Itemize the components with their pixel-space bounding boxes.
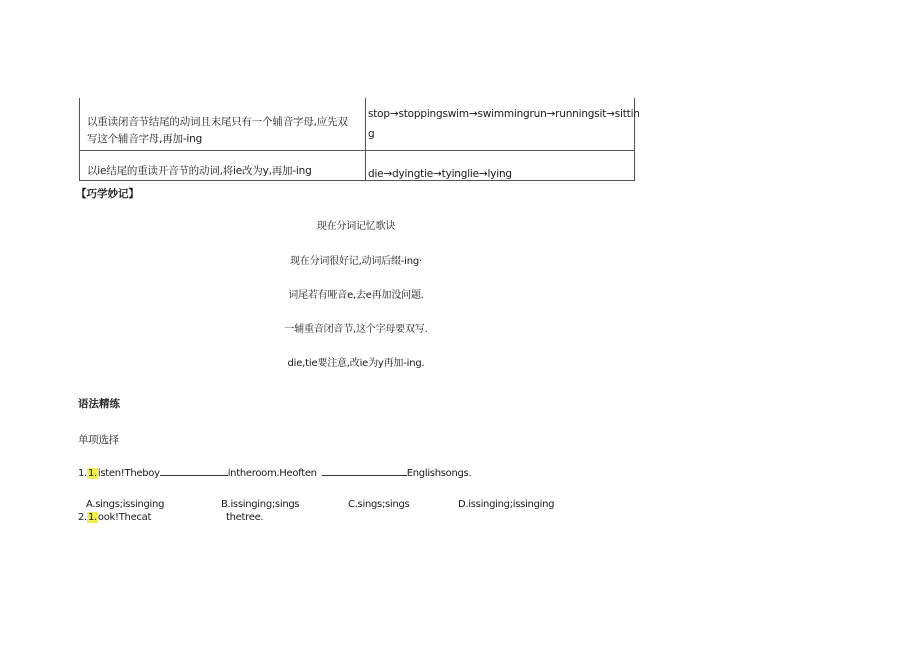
question-number: 2.	[78, 512, 87, 523]
answer-blank[interactable]	[322, 466, 407, 476]
highlight-mark: 1.	[87, 468, 97, 479]
table-row-divider	[79, 150, 635, 151]
rule-text-line: 以重读闭音节结尾的动词且末尾只有一个辅音字母,应先双	[87, 116, 348, 128]
question-2	[78, 512, 151, 523]
table-column-divider	[365, 98, 366, 181]
rule-text-line: 写这个辅音字母,再加-ing	[87, 133, 203, 145]
example-cell	[368, 106, 640, 143]
option-c[interactable]: C.sings;sings	[348, 499, 410, 510]
question-text: thetree.	[226, 512, 264, 523]
example-text-line: die→dyingtie→tyinglie→lying	[368, 168, 512, 180]
question-number: 1.	[78, 468, 87, 479]
rule-text-line: 以ie结尾的重读开音节的动词,将ie改为y,再加-ing	[87, 165, 312, 177]
grammar-heading: 语法精练	[78, 398, 120, 410]
question-1	[78, 466, 471, 479]
memory-tip-line: 一辅重音闭音节,这个字母要双写.	[284, 324, 428, 335]
example-text-line: g	[368, 128, 375, 140]
question-text: isten!Theboy	[97, 468, 160, 479]
memory-tip-line: 现在分词很好记,动词后缀-ing·	[289, 256, 423, 267]
option-b[interactable]: B.issinging;sings	[221, 499, 300, 510]
example-text-line: stop→stoppingswim→swimmingrun→runningsit→sittin	[368, 108, 640, 120]
table-border-bottom	[79, 180, 635, 181]
example-cell	[368, 166, 512, 183]
section-title: 单项选择	[78, 434, 119, 446]
rule-cell	[87, 114, 348, 148]
memory-tip-line: 词尾若有哑音e,去e再加没问题.	[288, 290, 424, 301]
table-border-left	[79, 98, 80, 181]
question-text: intheroom.Heoften	[227, 468, 317, 479]
option-d[interactable]: D.issinging;issinging	[458, 499, 555, 510]
rule-cell	[87, 163, 312, 180]
memory-tip-heading: 【巧学妙记】	[76, 188, 139, 200]
question-text: Englishsongs.	[406, 468, 472, 479]
memory-tip-title: 现在分词记忆歌诀	[316, 221, 396, 232]
answer-blank[interactable]	[160, 466, 228, 476]
option-a[interactable]: A.sings;issinging	[86, 499, 165, 510]
rules-table	[79, 98, 640, 181]
memory-tip-line: die,tie要注意,改ie为y再加-ing.	[287, 358, 425, 369]
highlight-mark: 1.	[87, 512, 97, 523]
question-text: ook!Thecat	[97, 512, 152, 523]
